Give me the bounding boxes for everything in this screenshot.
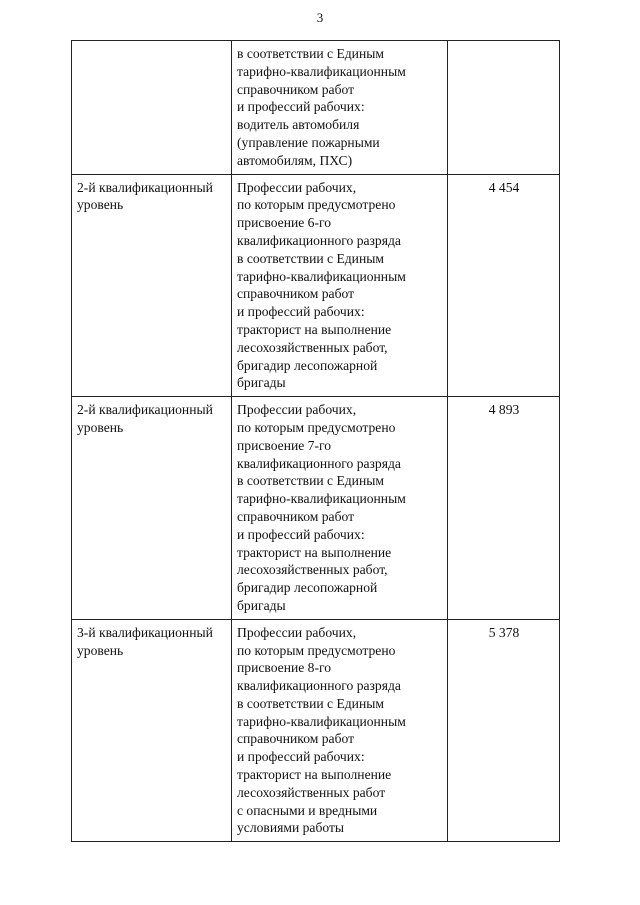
table-row	[72, 174, 560, 397]
value-text: 4 893	[488, 402, 520, 418]
level-cell	[72, 174, 232, 397]
table-row	[72, 619, 560, 842]
value-cell	[448, 397, 560, 620]
table-row	[72, 41, 560, 175]
page-number: 3	[316, 10, 324, 25]
description-text: в соответствии с Единым тарифно-квалификационным справочником работ и профессий рабочих: водитель автомобиля (управление пожарными автомобилям, ПХС)	[237, 46, 406, 168]
value-cell	[448, 41, 560, 175]
description-cell	[232, 41, 448, 175]
value-text: 5 378	[488, 624, 520, 640]
description-text: Профессии рабочих, по которым предусмотрено присвоение 7-го квалификационного разряда в соответствии с Единым тарифно-квалификационным справочником работ и профессий рабочих: тракторист на выполнение лесохозяйственных работ, бригадир лесопожарной бригады	[237, 402, 406, 613]
level-cell	[72, 619, 232, 842]
description-text: Профессии рабочих, по которым предусмотрено присвоение 8-го квалификационного разряда в соответствии с Единым тарифно-квалификационным справочником работ и профессий рабочих: тракторист на выполнение лесохозяйственных работ с опасными и вредными условиями работы	[237, 624, 406, 836]
value-cell	[448, 619, 560, 842]
table-row	[72, 397, 560, 620]
level-text: 3-й квалификационный уровень	[77, 624, 213, 658]
level-cell	[72, 41, 232, 175]
description-cell	[232, 619, 448, 842]
description-text: Профессии рабочих, по которым предусмотрено присвоение 6-го квалификационного разряда в соответствии с Единым тарифно-квалификационным справочником работ и профессий рабочих: тракторист на выполнение лесохозяйственных работ, бригадир лесопожарной бригады	[237, 179, 406, 391]
level-cell	[72, 397, 232, 620]
level-text: 2-й квалификационный уровень	[77, 179, 213, 213]
salary-table	[71, 40, 560, 842]
value-text: 4 454	[488, 179, 520, 195]
level-text: 2-й квалификационный уровень	[77, 402, 213, 435]
description-cell	[232, 397, 448, 620]
description-cell	[232, 174, 448, 397]
value-cell	[448, 174, 560, 397]
